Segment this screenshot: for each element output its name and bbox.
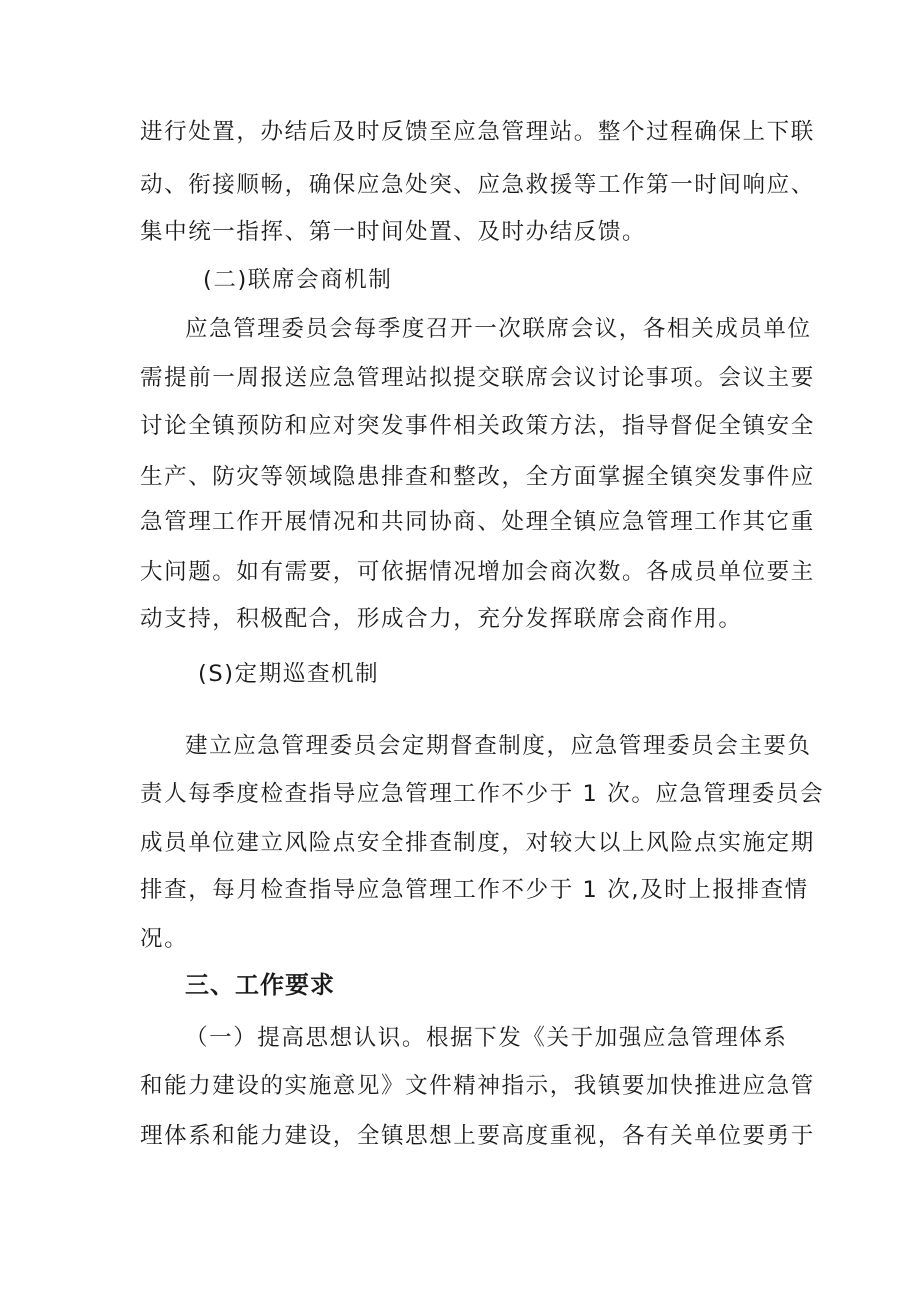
- paragraph-line: 急管理工作开展情况和共同协商、处理全镇应急管理工作其它重: [140, 509, 815, 535]
- paragraph-line: 需提前一周报送应急管理站拟提交联席会议讨论事项。会议主要: [140, 365, 815, 391]
- paragraph-line: 况。: [140, 926, 189, 952]
- paragraph-line: 成员单位建立风险点安全排查制度，对较大以上风险点实施定期: [140, 830, 815, 856]
- paragraph-line: 建立应急管理委员会定期督查制度，应急管理委员会主要负: [185, 733, 812, 759]
- paragraph-line: 大问题。如有需要，可依据情况增加会商次数。各成员单位要主: [140, 559, 815, 585]
- paragraph-line: 生产、防灾等领域隐患排查和整改，全方面掌握全镇突发事件应: [140, 464, 815, 490]
- subheading-joint-meeting: (二)联席会商机制: [203, 267, 393, 293]
- section-heading-work-requirements: 三、工作要求: [185, 971, 335, 999]
- subheading-periodic-inspection: (S)定期巡查机制: [198, 661, 380, 687]
- paragraph-line: （一）提高思想认识。根据下发《关于加强应急管理体系: [185, 1025, 788, 1051]
- paragraph-line: 动支持，积极配合，形成合力，充分发挥联席会商作用。: [140, 606, 743, 632]
- paragraph-line: 动、衔接顺畅，确保应急处突、应急救援等工作第一时间响应、: [140, 172, 815, 198]
- paragraph-line: 进行处置，办结后及时反馈至应急管理站。整个过程确保上下联: [140, 119, 815, 145]
- paragraph-line: 集中统一指挥、第一时间处置、及时办结反馈。: [140, 219, 647, 245]
- paragraph-line: 和能力建设的实施意见》文件精神指示，我镇要加快推进应急管: [140, 1073, 815, 1099]
- paragraph-line: 排查，每月检查指导应急管理工作不少于 1 次,及时上报排查情: [140, 877, 809, 903]
- paragraph-line: 理体系和能力建设，全镇思想上要高度重视，各有关单位要勇于: [140, 1123, 815, 1149]
- paragraph-line: 讨论全镇预防和应对突发事件相关政策方法，指导督促全镇安全: [140, 413, 815, 439]
- paragraph-line: 责人每季度检查指导应急管理工作不少于 1 次。应急管理委员会: [140, 781, 825, 807]
- paragraph-line: 应急管理委员会每季度召开一次联席会议，各相关成员单位: [185, 316, 812, 342]
